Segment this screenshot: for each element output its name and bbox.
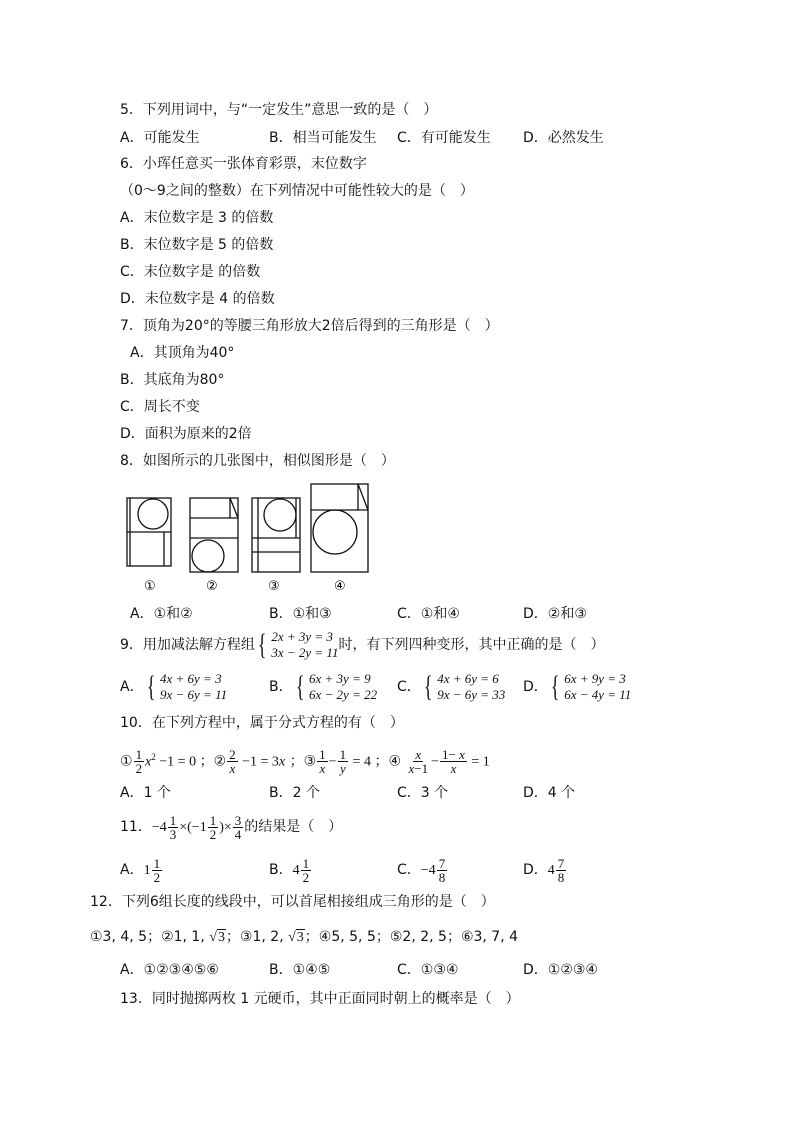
question-10-stem: 10．在下列方程中，属于分式方程的有（ ）: [120, 715, 404, 731]
question-5-option-a: A．可能发生: [120, 130, 200, 146]
figure-label-3: ③: [268, 579, 280, 594]
question-6-option-d: D．未位数字是 4 的倍数: [120, 291, 275, 307]
question-8-option-d: D．②和③: [523, 606, 587, 622]
question-12-option-d: D．①②③④: [523, 962, 598, 978]
question-9-stem-post: 时，有下列四种变形，其中正确的是（ ）: [338, 637, 605, 653]
question-8-option-a: A．①和②: [130, 606, 193, 622]
question-5-stem: 5．下列用词中，与“一定发生”意思一致的是（ ）: [120, 102, 438, 118]
question-9-option-a: A． { 4x + 6y = 3 9x − 6y = 11: [120, 670, 228, 703]
question-12-option-a: A．①②③④⑤⑥: [120, 962, 219, 978]
figure-label-2: ②: [206, 579, 218, 594]
question-7-option-b: B．其底角为80°: [120, 372, 225, 388]
question-11-option-d: D．4 $\frac{7}{8}$: [523, 855, 565, 885]
question-9-stem-pre: 9．用加减法解方程组: [120, 637, 255, 653]
question-8-option-c: C．①和④: [397, 606, 460, 622]
question-11-option-b: B．4 $\frac{1}{2}$: [269, 855, 310, 885]
question-11-option-a: A．1 $\frac{1}{2}$: [120, 855, 161, 885]
question-6-option-b: B．末位数字是 5 的倍数: [120, 237, 274, 253]
question-10-option-d: D．4 个: [523, 785, 576, 801]
question-12-groups: ①3, 4, 5；②1, 1, √3；③1, 2, √3；④5, 5, 5；⑤2, 2, 5；⑥3, 7, 4: [90, 929, 519, 945]
question-10-option-a: A．1 个: [120, 785, 171, 801]
figure-label-1: ①: [144, 579, 156, 594]
question-9-system: { 2x + 3y = 3 3x − 2y = 11: [257, 628, 339, 661]
figure-2: [190, 498, 238, 572]
question-11-stem: 11．−4 $\frac{1}{3}$ ×(−1 $\frac{1}{2}$ )× $\frac{3}{4}$ 的结果是（ ）: [120, 812, 343, 842]
figure-1: [127, 498, 171, 566]
question-7-option-d: D．面积为原来的2倍: [120, 426, 252, 442]
question-9-option-c: C． { 4x + 6y = 6 9x − 6y = 33: [397, 670, 506, 703]
question-10-option-b: B．2 个: [269, 785, 320, 801]
question-5-option-d: D．必然发生: [523, 130, 604, 146]
question-11-stem-post: 的结果是（ ）: [244, 819, 343, 835]
question-12-option-b: B．①④⑤: [269, 962, 331, 978]
similar-figures-diagram: [120, 480, 380, 595]
question-5-option-c: C．有可能发生: [397, 130, 491, 146]
question-9-option-b: B． { 6x + 3y = 9 6x − 2y = 22: [269, 670, 378, 703]
question-13-stem: 13．同时抛掷两枚 1 元硬币，其中正面同时朝上的概率是（ ）: [120, 991, 520, 1007]
question-6-option-c: C．末位数字是 的倍数: [120, 264, 261, 280]
question-7-stem: 7．顶角为20°的等腰三角形放大2倍后得到的三角形是（ ）: [120, 318, 499, 334]
question-6-stem-line2: （0～9之间的整数）在下列情况中可能性较大的是（ ）: [120, 183, 474, 199]
figure-4: [311, 484, 368, 572]
question-6-option-a: A．末位数字是 3 的倍数: [120, 210, 274, 226]
question-6-stem-line1: 6．小珲任意买一张体育彩票，末位数字: [120, 156, 367, 172]
question-8-option-b: B．①和③: [269, 606, 332, 622]
question-9-stem: [120, 628, 604, 662]
question-8-stem: 8．如图所示的几张图中，相似图形是（ ）: [120, 453, 395, 469]
question-12-stem: 12．下列6组长度的线段中，可以首尾相接组成三角形的是（ ）: [90, 894, 495, 910]
question-7-option-a: A．其顶角为40°: [130, 345, 235, 361]
question-10-option-c: C．3 个: [397, 785, 449, 801]
question-5-option-b: B．相当可能发生: [269, 130, 377, 146]
figure-3: [252, 498, 300, 572]
question-7-option-c: C．周长不变: [120, 399, 200, 415]
question-10-equations: ① $\frac{1}{2}$ $x^2 -1 = 0$ ；② $\frac{2}{x}$ −1 = 3x ；③ $\frac{1}{x}$ − $\frac{1}{y}$ = 4 ；④ $\frac{x}{x-1}$ − $\frac{1- x}{x}$ = 1: [120, 747, 490, 777]
figure-label-4: ④: [334, 579, 346, 594]
question-12-option-c: C．①③④: [397, 962, 459, 978]
question-11-option-c: C．−4 $\frac{7}{8}$: [397, 855, 446, 885]
question-9-option-d: D． { 6x + 9y = 3 6x − 4y = 11: [523, 670, 632, 703]
